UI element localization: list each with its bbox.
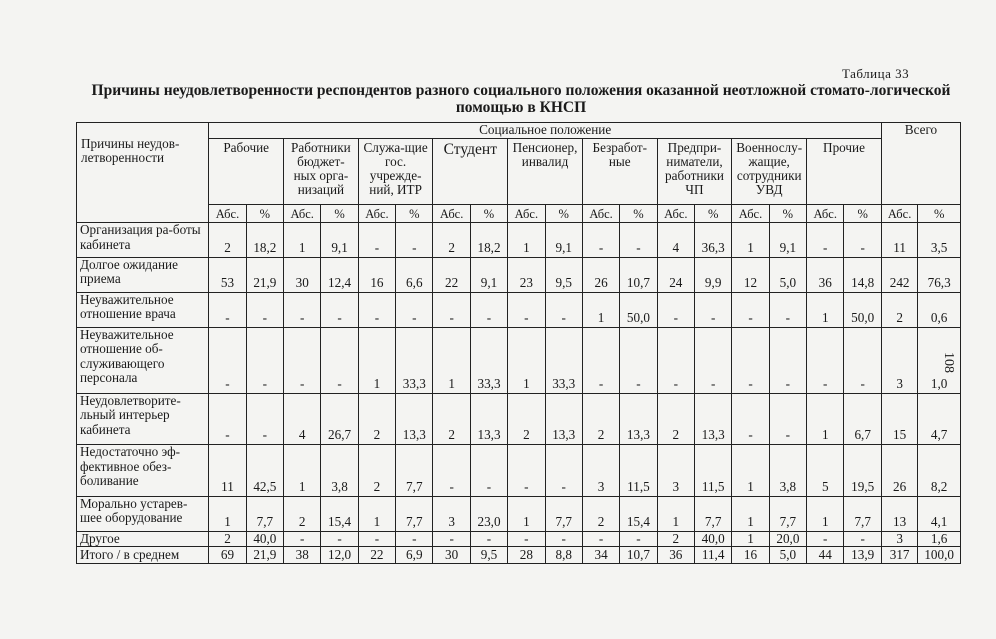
cell-pct: 5,0 — [769, 547, 806, 564]
group-header-entrepreneurs: Предпри-ниматели, работники ЧП — [657, 139, 732, 205]
row-reason: Неудовлетворите-льный интерьер кабинета — [77, 393, 209, 444]
cell-abs: 11 — [881, 223, 917, 258]
cell-abs: - — [657, 292, 694, 327]
cell-abs: 36 — [807, 257, 844, 292]
group-header-workers: Рабочие — [209, 139, 284, 205]
row-reason: Долгое ожидание приема — [77, 257, 209, 292]
cell-pct: 21,9 — [246, 257, 283, 292]
cell-abs: - — [209, 393, 246, 444]
abs-header: Абс. — [209, 205, 246, 223]
group-header-other: Прочие — [807, 139, 882, 205]
cell-pct: 13,9 — [844, 547, 882, 564]
cell-pct: 21,9 — [246, 547, 283, 564]
abs-header: Абс. — [732, 205, 769, 223]
cell-pct: 7,7 — [246, 496, 283, 531]
cell-abs: 1 — [657, 496, 694, 531]
cell-pct: 7,7 — [396, 496, 433, 531]
cell-abs: 16 — [732, 547, 769, 564]
cell-pct: - — [769, 292, 806, 327]
cell-abs: 1 — [732, 445, 769, 496]
cell-abs: 38 — [284, 547, 321, 564]
cell-abs: - — [508, 292, 545, 327]
cell-pct: 50,0 — [844, 292, 882, 327]
cell-pct: 8,2 — [918, 445, 961, 496]
cell-pct: - — [694, 327, 731, 393]
cell-pct: 19,5 — [844, 445, 882, 496]
cell-pct: - — [246, 292, 283, 327]
cell-pct: 11,5 — [620, 445, 657, 496]
cell-pct: - — [321, 531, 358, 547]
pct-header: % — [769, 205, 806, 223]
cell-abs: 1 — [807, 496, 844, 531]
cell-abs: - — [657, 327, 694, 393]
cell-pct: 13,3 — [694, 393, 731, 444]
cell-pct: 23,0 — [470, 496, 507, 531]
cell-pct: 6,6 — [396, 257, 433, 292]
cell-abs: 1 — [732, 496, 769, 531]
group-header-budget-workers: Работники бюджет-ных орга-низаций — [284, 139, 359, 205]
cell-pct: 1,6 — [918, 531, 961, 547]
cell-pct: 9,9 — [694, 257, 731, 292]
cell-abs: 30 — [284, 257, 321, 292]
cell-pct: - — [694, 292, 731, 327]
cell-abs: - — [284, 531, 321, 547]
cell-abs: 4 — [657, 223, 694, 258]
cell-abs: 317 — [881, 547, 917, 564]
pct-header: % — [321, 205, 358, 223]
cell-abs: 26 — [881, 445, 917, 496]
cell-pct: - — [620, 223, 657, 258]
cell-abs: 28 — [508, 547, 545, 564]
cell-pct: 18,2 — [246, 223, 283, 258]
table-row — [77, 393, 961, 444]
pct-header: % — [620, 205, 657, 223]
cell-pct: 4,1 — [918, 496, 961, 531]
row-reason: Недостаточно эф-фективное обез-боливание — [77, 445, 209, 496]
table-number: Таблица 33 — [842, 66, 910, 81]
cell-pct: 20,0 — [769, 531, 806, 547]
cell-pct: 15,4 — [620, 496, 657, 531]
cell-pct: 12,4 — [321, 257, 358, 292]
cell-pct: - — [396, 531, 433, 547]
row-reason: Итого / в среднем — [77, 547, 209, 564]
cell-abs: 2 — [284, 496, 321, 531]
group-header-military: Военнослу-жащие, сотрудники УВД — [732, 139, 807, 205]
cell-pct: 8,8 — [545, 547, 582, 564]
page-number: 108 — [941, 352, 956, 373]
table-row — [77, 531, 961, 547]
cell-abs: 1 — [433, 327, 470, 393]
cell-pct: 18,2 — [470, 223, 507, 258]
table-row — [77, 257, 961, 292]
cell-abs: - — [433, 292, 470, 327]
cell-pct: 11,4 — [694, 547, 731, 564]
cell-abs: 16 — [358, 257, 395, 292]
pct-header: % — [918, 205, 961, 223]
cell-pct: - — [844, 327, 882, 393]
cell-pct: 7,7 — [545, 496, 582, 531]
cell-abs: 1 — [732, 531, 769, 547]
row-reason: Неуважительное отношение врача — [77, 292, 209, 327]
cell-pct: 9,1 — [470, 257, 507, 292]
row-reason: Неуважительное отношение об-служивающего персонала — [77, 327, 209, 393]
abs-header: Абс. — [508, 205, 545, 223]
cell-abs: 1 — [284, 445, 321, 496]
cell-pct: 40,0 — [694, 531, 731, 547]
cell-abs: 2 — [209, 531, 246, 547]
reason-column-header: Причины неудов-летворенности — [77, 123, 209, 223]
abs-header: Абс. — [284, 205, 321, 223]
abs-header: Абс. — [657, 205, 694, 223]
cell-pct: - — [321, 327, 358, 393]
cell-abs: 1 — [358, 327, 395, 393]
cell-abs: 34 — [582, 547, 619, 564]
cell-pct: 33,3 — [545, 327, 582, 393]
cell-pct: 9,1 — [321, 223, 358, 258]
cell-abs: 2 — [433, 223, 470, 258]
cell-pct: 1,0 — [918, 327, 961, 393]
cell-abs: 26 — [582, 257, 619, 292]
pct-header: % — [545, 205, 582, 223]
cell-abs: - — [284, 292, 321, 327]
cell-abs: 2 — [582, 393, 619, 444]
cell-pct: - — [470, 531, 507, 547]
group-header-student: Студент — [433, 139, 508, 205]
abs-header: Абс. — [881, 205, 917, 223]
cell-abs: - — [358, 223, 395, 258]
cell-abs: 22 — [358, 547, 395, 564]
cell-abs: 2 — [358, 445, 395, 496]
cell-pct: 5,0 — [769, 257, 806, 292]
cell-pct: - — [470, 445, 507, 496]
cell-pct: 7,7 — [694, 496, 731, 531]
cell-abs: 1 — [508, 327, 545, 393]
cell-abs: - — [807, 327, 844, 393]
cell-abs: 2 — [433, 393, 470, 444]
cell-pct: 9,1 — [769, 223, 806, 258]
pct-header: % — [694, 205, 731, 223]
cell-abs: 44 — [807, 547, 844, 564]
cell-pct: 9,5 — [545, 257, 582, 292]
cell-pct: 6,7 — [844, 393, 882, 444]
cell-pct: 4,7 — [918, 393, 961, 444]
cell-abs: 2 — [358, 393, 395, 444]
cell-abs: - — [732, 292, 769, 327]
cell-pct: - — [246, 393, 283, 444]
cell-abs: 15 — [881, 393, 917, 444]
table-title: Причины неудовлетворенности респондентов разного социального положения оказанной неотложной стомато-логической помощью в КНСП — [91, 82, 951, 116]
group-header-civil-servants: Служа-щие гос. учрежде-ний, ИТР — [358, 139, 433, 205]
cell-pct: - — [396, 292, 433, 327]
cell-pct: 36,3 — [694, 223, 731, 258]
table-body — [77, 223, 961, 564]
cell-abs: 24 — [657, 257, 694, 292]
cell-abs: 53 — [209, 257, 246, 292]
cell-abs: - — [807, 223, 844, 258]
cell-abs: 1 — [508, 223, 545, 258]
cell-pct: 9,5 — [470, 547, 507, 564]
cell-abs: - — [582, 327, 619, 393]
survey-table — [76, 122, 961, 564]
table-row — [77, 292, 961, 327]
cell-abs: 22 — [433, 257, 470, 292]
cell-abs: - — [508, 445, 545, 496]
cell-abs: 30 — [433, 547, 470, 564]
cell-abs: 36 — [657, 547, 694, 564]
abs-header: Абс. — [358, 205, 395, 223]
cell-abs: 3 — [433, 496, 470, 531]
cell-pct: - — [620, 531, 657, 547]
cell-pct: - — [769, 393, 806, 444]
group-header-unemployed: Безработ-ные — [582, 139, 657, 205]
cell-pct: 100,0 — [918, 547, 961, 564]
cell-pct: - — [844, 531, 882, 547]
cell-abs: 1 — [284, 223, 321, 258]
cell-abs: - — [732, 327, 769, 393]
cell-pct: 33,3 — [396, 327, 433, 393]
table-row — [77, 547, 961, 564]
abs-header: Абс. — [433, 205, 470, 223]
cell-abs: 2 — [881, 292, 917, 327]
cell-pct: 10,7 — [620, 257, 657, 292]
cell-pct: - — [246, 327, 283, 393]
cell-abs: 2 — [657, 531, 694, 547]
cell-pct: - — [470, 292, 507, 327]
cell-pct: 9,1 — [545, 223, 582, 258]
cell-abs: 1 — [582, 292, 619, 327]
cell-abs: - — [209, 327, 246, 393]
pct-header: % — [844, 205, 882, 223]
cell-pct: 3,8 — [769, 445, 806, 496]
cell-abs: 2 — [508, 393, 545, 444]
cell-abs: - — [358, 292, 395, 327]
cell-pct: - — [545, 292, 582, 327]
table-row — [77, 223, 961, 258]
cell-abs: 3 — [881, 531, 917, 547]
cell-pct: - — [396, 223, 433, 258]
cell-abs: 4 — [284, 393, 321, 444]
cell-abs: 2 — [657, 393, 694, 444]
cell-abs: 242 — [881, 257, 917, 292]
social-status-header: Социальное положение — [209, 123, 882, 139]
cell-abs: 69 — [209, 547, 246, 564]
cell-pct: 26,7 — [321, 393, 358, 444]
cell-abs: - — [732, 393, 769, 444]
cell-abs: 1 — [807, 292, 844, 327]
cell-abs: 3 — [881, 327, 917, 393]
cell-abs: 23 — [508, 257, 545, 292]
cell-pct: - — [620, 327, 657, 393]
cell-pct: 76,3 — [918, 257, 961, 292]
table-row — [77, 496, 961, 531]
cell-abs: 1 — [732, 223, 769, 258]
abs-header: Абс. — [582, 205, 619, 223]
cell-pct: 7,7 — [844, 496, 882, 531]
abs-header: Абс. — [807, 205, 844, 223]
total-header: Всего — [881, 123, 960, 205]
cell-pct: 33,3 — [470, 327, 507, 393]
cell-abs: 11 — [209, 445, 246, 496]
cell-pct: 15,4 — [321, 496, 358, 531]
pct-header: % — [396, 205, 433, 223]
cell-pct: - — [545, 445, 582, 496]
cell-pct: 6,9 — [396, 547, 433, 564]
cell-abs: 1 — [358, 496, 395, 531]
cell-pct: 3,8 — [321, 445, 358, 496]
cell-pct: - — [844, 223, 882, 258]
cell-pct: 10,7 — [620, 547, 657, 564]
pct-header: % — [470, 205, 507, 223]
cell-abs: - — [209, 292, 246, 327]
table-row — [77, 327, 961, 393]
cell-pct: 13,3 — [620, 393, 657, 444]
cell-pct: 7,7 — [769, 496, 806, 531]
cell-pct: 40,0 — [246, 531, 283, 547]
cell-pct: - — [321, 292, 358, 327]
cell-pct: 13,3 — [396, 393, 433, 444]
cell-abs: - — [807, 531, 844, 547]
row-reason: Морально устарев-шее оборудование — [77, 496, 209, 531]
cell-pct: 7,7 — [396, 445, 433, 496]
cell-abs: 2 — [582, 496, 619, 531]
cell-pct: 42,5 — [246, 445, 283, 496]
cell-pct: 3,5 — [918, 223, 961, 258]
row-reason: Другое — [77, 531, 209, 547]
cell-abs: 1 — [807, 393, 844, 444]
table-row — [77, 445, 961, 496]
cell-abs: 1 — [209, 496, 246, 531]
cell-abs: - — [582, 223, 619, 258]
cell-pct: 50,0 — [620, 292, 657, 327]
cell-abs: - — [284, 327, 321, 393]
cell-abs: - — [582, 531, 619, 547]
cell-abs: - — [433, 445, 470, 496]
cell-abs: 3 — [582, 445, 619, 496]
cell-abs: 13 — [881, 496, 917, 531]
cell-pct: 13,3 — [470, 393, 507, 444]
row-reason: Организация ра-боты кабинета — [77, 223, 209, 258]
cell-abs: 2 — [209, 223, 246, 258]
cell-pct: - — [545, 531, 582, 547]
group-header-pensioner: Пенсионер, инвалид — [508, 139, 583, 205]
cell-abs: 3 — [657, 445, 694, 496]
cell-pct: 14,8 — [844, 257, 882, 292]
cell-abs: - — [508, 531, 545, 547]
cell-abs: 12 — [732, 257, 769, 292]
cell-abs: - — [358, 531, 395, 547]
cell-abs: 1 — [508, 496, 545, 531]
pct-header: % — [246, 205, 283, 223]
cell-abs: 5 — [807, 445, 844, 496]
cell-pct: - — [769, 327, 806, 393]
cell-pct: 0,6 — [918, 292, 961, 327]
cell-pct: 13,3 — [545, 393, 582, 444]
cell-abs: - — [433, 531, 470, 547]
cell-pct: 11,5 — [694, 445, 731, 496]
cell-pct: 12,0 — [321, 547, 358, 564]
